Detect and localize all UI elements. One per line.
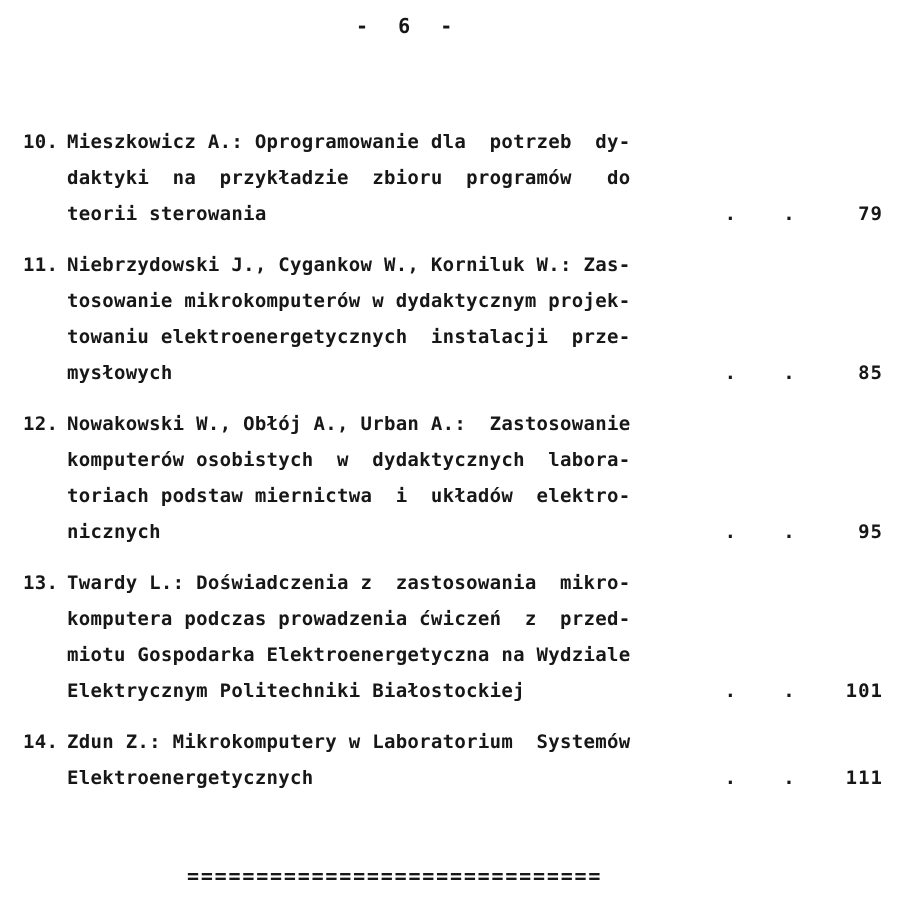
- entry-body: [67, 124, 883, 232]
- dot-leader: . .: [724, 203, 795, 225]
- entry-line: Nowakowski W., Obłój A., Urban A.: Zastosowanie: [67, 413, 631, 435]
- entry-line: teorii sterowania: [67, 203, 267, 225]
- entry-line: komputerów osobistych w dydaktycznych labora-: [67, 449, 631, 471]
- page-number-header: - 6 -: [356, 14, 455, 38]
- entry-line: daktyki na przykładzie zbioru programów do: [67, 167, 631, 189]
- toc-entry: [23, 724, 883, 796]
- table-of-contents: [23, 124, 883, 811]
- entry-body: [67, 565, 883, 709]
- entry-line: Twardy L.: Doświadczenia z zastosowania mikro-: [67, 572, 631, 594]
- entry-last-line-row: [67, 514, 883, 550]
- entry-number: 12.: [23, 413, 59, 435]
- toc-entry: [23, 565, 883, 709]
- entry-page-number: 95: [858, 521, 883, 543]
- entry-page-number: 85: [858, 362, 883, 384]
- entry-number: 13.: [23, 572, 59, 594]
- entry-body: [67, 247, 883, 391]
- entry-last-line-row: [67, 760, 883, 796]
- dot-leader: . .: [724, 767, 795, 789]
- entry-line: towaniu elektroenergetycznych instalacji prze-: [67, 326, 631, 348]
- entry-last-line-row: [67, 196, 883, 232]
- entry-body: [67, 724, 883, 796]
- entry-line: Mieszkowicz A.: Oprogramowanie dla potrzeb dy-: [67, 131, 631, 153]
- entry-line: Niebrzydowski J., Cygankow W., Korniluk W.: Zas-: [67, 254, 631, 276]
- entry-last-line-row: [67, 355, 883, 391]
- entry-line: Elektroenergetycznych: [67, 767, 314, 789]
- entry-number: 14.: [23, 731, 59, 753]
- entry-page-number: 101: [845, 680, 883, 702]
- entry-last-line-row: [67, 673, 883, 709]
- entry-line: toriach podstaw miernictwa i układów elektro-: [67, 485, 631, 507]
- entry-page-number: 79: [858, 203, 883, 225]
- dot-leader: . .: [724, 680, 795, 702]
- entry-line: Zdun Z.: Mikrokomputery w Laboratorium Systemów: [67, 731, 631, 753]
- dot-leader: . .: [724, 521, 795, 543]
- dot-leader: . .: [724, 362, 795, 384]
- entry-page-number: 111: [845, 767, 883, 789]
- entry-line: mysłowych: [67, 362, 173, 384]
- entry-line: komputera podczas prowadzenia ćwiczeń z przed-: [67, 608, 631, 630]
- entry-line: nicznych: [67, 521, 161, 543]
- entry-line: miotu Gospodarka Elektroenergetyczna na Wydziale: [67, 644, 631, 666]
- entry-number: 10.: [23, 131, 59, 153]
- toc-entry: [23, 406, 883, 550]
- entry-line: tosowanie mikrokomputerów w dydaktycznym projek-: [67, 290, 631, 312]
- toc-entry: [23, 247, 883, 391]
- toc-entry: [23, 124, 883, 232]
- footer-separator-line: ==============================: [187, 864, 603, 888]
- entry-body: [67, 406, 883, 550]
- entry-line: Elektrycznym Politechniki Białostockiej: [67, 680, 525, 702]
- entry-number: 11.: [23, 254, 59, 276]
